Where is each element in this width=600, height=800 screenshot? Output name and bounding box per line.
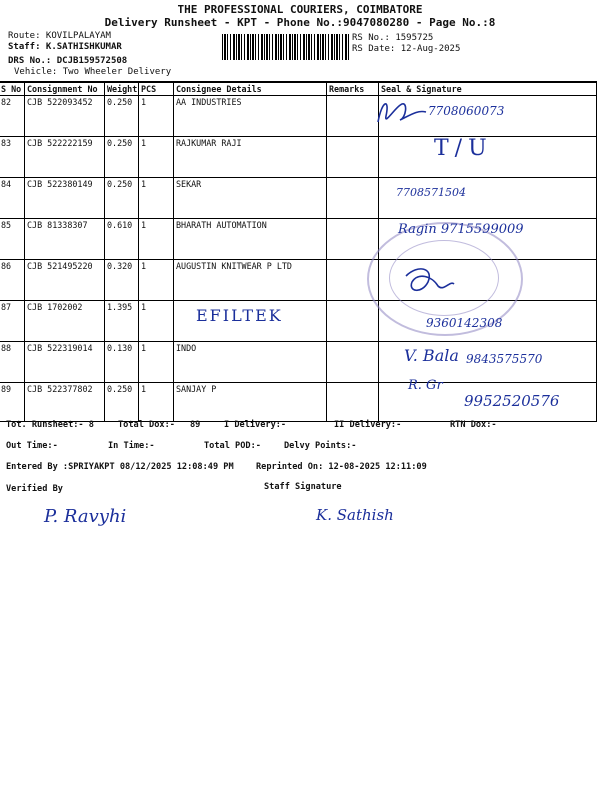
table-row: [0, 96, 597, 137]
cell-consignment: CJB 522319014: [25, 342, 105, 383]
cell-remarks: [327, 342, 379, 383]
cell-consignment: CJB 81338307: [25, 219, 105, 260]
cell-weight: 0.250: [105, 96, 139, 137]
handwritten-phone-89: 9952520576: [464, 392, 560, 410]
tot-runsheet: Tot. Runsheet:- 8: [6, 420, 94, 430]
cell-remarks: [327, 301, 379, 342]
verified-by-label: Verified By: [6, 484, 63, 494]
cell-consignee: AUGUSTIN KNITWEAR P LTD: [174, 260, 327, 301]
cell-consignee: SANJAY P: [174, 383, 327, 422]
cell-consignment: CJB 522380149: [25, 178, 105, 219]
table-row: [0, 178, 597, 219]
cell-sno: 84: [0, 178, 25, 219]
cell-pcs: 1: [139, 178, 174, 219]
handwritten-phone-86: 9360142308: [426, 316, 503, 330]
cell-pcs: 1: [139, 342, 174, 383]
cell-weight: 1.395: [105, 301, 139, 342]
cell-consignment: CJB 522222159: [25, 137, 105, 178]
verified-signature: P. Ravyhi: [44, 506, 127, 527]
col-consignment: Consignment No: [25, 82, 105, 96]
staff-signature: K. Sathish: [316, 506, 394, 524]
cell-sno: 86: [0, 260, 25, 301]
barcode: [222, 34, 350, 60]
cell-weight: 0.610: [105, 219, 139, 260]
col-seal: Seal & Signature: [379, 82, 597, 96]
cell-sno: 88: [0, 342, 25, 383]
cell-pcs: 1: [139, 383, 174, 422]
cell-consignment: CJB 1702002: [25, 301, 105, 342]
cell-consignee: AA INDUSTRIES: [174, 96, 327, 137]
cell-pcs: 1: [139, 96, 174, 137]
cell-pcs: 1: [139, 260, 174, 301]
in-time: In Time:-: [108, 441, 155, 451]
signature-scribble-82: [372, 96, 432, 130]
cell-remarks: [327, 96, 379, 137]
cell-sno: 87: [0, 301, 25, 342]
table-row: [0, 137, 597, 178]
runsheet-title: Delivery Runsheet - KPT - Phone No.:9047080280 - Page No.:8: [104, 16, 496, 29]
delvy-points: Delvy Points:-: [284, 441, 357, 451]
rs-no-label: RS No.: 1595725: [352, 33, 434, 43]
route-label: Route: KOVILPALAYAM: [8, 31, 111, 41]
cell-weight: 0.130: [105, 342, 139, 383]
table-header-row: [0, 82, 597, 96]
cell-weight: 0.250: [105, 178, 139, 219]
cell-consignee: RAJKUMAR RAJI: [174, 137, 327, 178]
handwritten-phone-82: 7708060073: [428, 104, 505, 118]
cell-consignee: BHARATH AUTOMATION: [174, 219, 327, 260]
staff-label: Staff: K.SATHISHKUMAR: [8, 42, 122, 52]
col-sno: S No: [0, 82, 25, 96]
signature-scribble-86: [398, 262, 458, 302]
reprinted-on: Reprinted On: 12-08-2025 12:11:09: [256, 462, 427, 472]
cell-pcs: 1: [139, 219, 174, 260]
drs-label: DRS No.: DCJB159572508: [8, 56, 128, 66]
out-time: Out Time:-: [6, 441, 58, 451]
cell-remarks: [327, 219, 379, 260]
cell-consignment: CJB 522377802: [25, 383, 105, 422]
handwritten-signature-88: V. Bala: [404, 346, 459, 365]
cell-consignment: CJB 522093452: [25, 96, 105, 137]
handwritten-phone-88: 9843575570: [466, 352, 543, 366]
cell-remarks: [327, 137, 379, 178]
col-pcs: PCS: [139, 82, 174, 96]
cell-consignee: SEKAR: [174, 178, 327, 219]
cell-sno: 82: [0, 96, 25, 137]
total-dox-value: 89: [190, 420, 201, 430]
cell-remarks: [327, 383, 379, 422]
total-pod: Total POD:-: [204, 441, 261, 451]
col-weight: Weight: [105, 82, 139, 96]
cell-pcs: 1: [139, 301, 174, 342]
cell-weight: 0.250: [105, 137, 139, 178]
staff-signature-label: Staff Signature: [264, 482, 342, 492]
cell-pcs: 1: [139, 137, 174, 178]
cell-sno: 83: [0, 137, 25, 178]
cell-sno: 89: [0, 383, 25, 422]
col-consignee: Consignee Details: [174, 82, 327, 96]
rs-date-label: RS Date: 12-Aug-2025: [352, 44, 461, 54]
cell-sno: 85: [0, 219, 25, 260]
handwritten-note-83: T/U: [434, 136, 493, 161]
handwritten-note-85: Ragin 9715599009: [398, 222, 524, 237]
rtn-dox: RTN Dox:-: [450, 420, 497, 430]
cell-remarks: [327, 178, 379, 219]
handwritten-phone-84: 7708571504: [396, 186, 466, 199]
cell-weight: 0.250: [105, 383, 139, 422]
handwritten-signature-89: R. Gr: [408, 378, 443, 393]
cell-weight: 0.320: [105, 260, 139, 301]
col-remarks: Remarks: [327, 82, 379, 96]
cell-consignment: CJB 521495220: [25, 260, 105, 301]
i-delivery: I Delivery:-: [224, 420, 287, 430]
total-dox-label: Total Dox:-: [118, 420, 175, 430]
handwritten-name-87: EFILTEK: [196, 306, 283, 325]
company-title: THE PROFESSIONAL COURIERS, COIMBATORE: [177, 3, 423, 16]
cell-consignee: INDO: [174, 342, 327, 383]
vehicle-label: Vehicle: Two Wheeler Delivery: [14, 67, 172, 77]
ii-delivery: II Delivery:-: [334, 420, 402, 430]
entered-by: Entered By :SPRIYAKPT 08/12/2025 12:08:49 PM: [6, 462, 234, 472]
